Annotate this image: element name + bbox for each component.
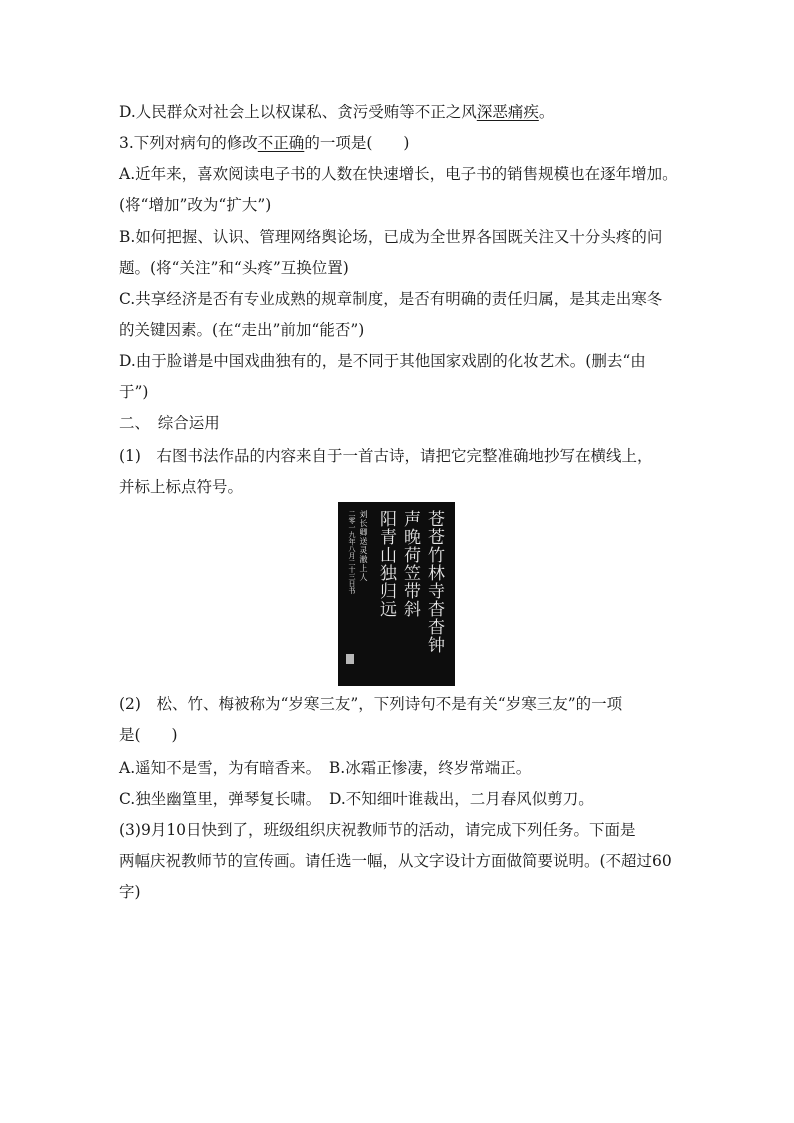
item-d-underlined: 深恶痛疾 (476, 103, 539, 121)
option-a-line1: A.近年来，喜欢阅读电子书的人数在快速增长，电子书的销售规模也在逐年增加。 (119, 165, 678, 183)
item-d-suffix: 。 (538, 103, 555, 121)
calligraphy-image (338, 502, 455, 686)
q3-prefix: 3.下列对病句的修改 (119, 134, 258, 152)
option-c-line1: C.共享经济是否有专业成熟的规章制度，是否有明确的责任归属，是其走出寒冬 (119, 290, 663, 308)
calligraphy-column-4: 刘长卿送灵澈上人 (359, 510, 368, 582)
section-2-heading: 二、 综合运用 (119, 414, 220, 432)
sub-q3-line1: (3)9月10日快到了，班级组织庆祝教师节的活动，请完成下列任务。下面是 (119, 821, 636, 839)
item-d-line (119, 102, 679, 122)
option-a-line2: (将“增加”改为“扩大”) (119, 196, 272, 214)
sub-q2-options-line2: C.独坐幽篁里，弹琴复长啸。 D.不知细叶谁裁出，二月春风似剪刀。 (119, 790, 594, 808)
option-d-line2: 于”) (119, 383, 149, 401)
option-c-line2: 的关键因素。(在“走出”前加“能否”) (119, 321, 365, 339)
question-3-line (119, 133, 679, 153)
sub-q3-line2: 两幅庆祝教师节的宣传画。请任选一幅，从文字设计方面做简要说明。(不超过60 (119, 852, 672, 870)
sub-q2-line1: (2) 松、竹、梅被称为“岁寒三友”，下列诗句不是有关“岁寒三友”的一项 (119, 695, 623, 713)
calligraphy-column-5: 二零一九年八月二十三日书 (348, 510, 356, 594)
calligraphy-column-3: 阳青山独归远 (376, 510, 396, 618)
option-b-line1: B.如何把握、认识、管理网络舆论场，已成为全世界各国既关注又十分头疼的问 (119, 228, 663, 246)
sub-q2-options-line1: A.遥知不是雪，为有暗香来。 B.冰霜正惨凄，终岁常端正。 (119, 759, 532, 777)
q3-suffix: 的一项是( ) (304, 134, 410, 152)
item-d-text: D.人民群众对社会上以权谋私、贪污受贿等不正之风 (119, 103, 477, 121)
q3-underlined: 不正确 (257, 134, 305, 152)
sub-q1-line2: 并标上标点符号。 (119, 478, 244, 496)
seal-stamp (346, 654, 354, 664)
sub-q1-line1: (1) 右图书法作品的内容来自于一首古诗，请把它完整准确地抄写在横线上， (119, 447, 653, 465)
calligraphy-column-1: 苍苍竹林寺杳杳钟 (424, 510, 444, 654)
calligraphy-column-2: 声晚荷笠带斜 (400, 510, 420, 618)
sub-q3-line3: 字) (119, 883, 141, 901)
sub-q2-line2: 是( ) (119, 726, 178, 744)
option-b-line2: 题。(将“关注”和“头疼”互换位置) (119, 259, 349, 277)
option-d-line1: D.由于脸谱是中国戏曲独有的，是不同于其他国家戏剧的化妆艺术。(删去“由 (119, 352, 646, 370)
